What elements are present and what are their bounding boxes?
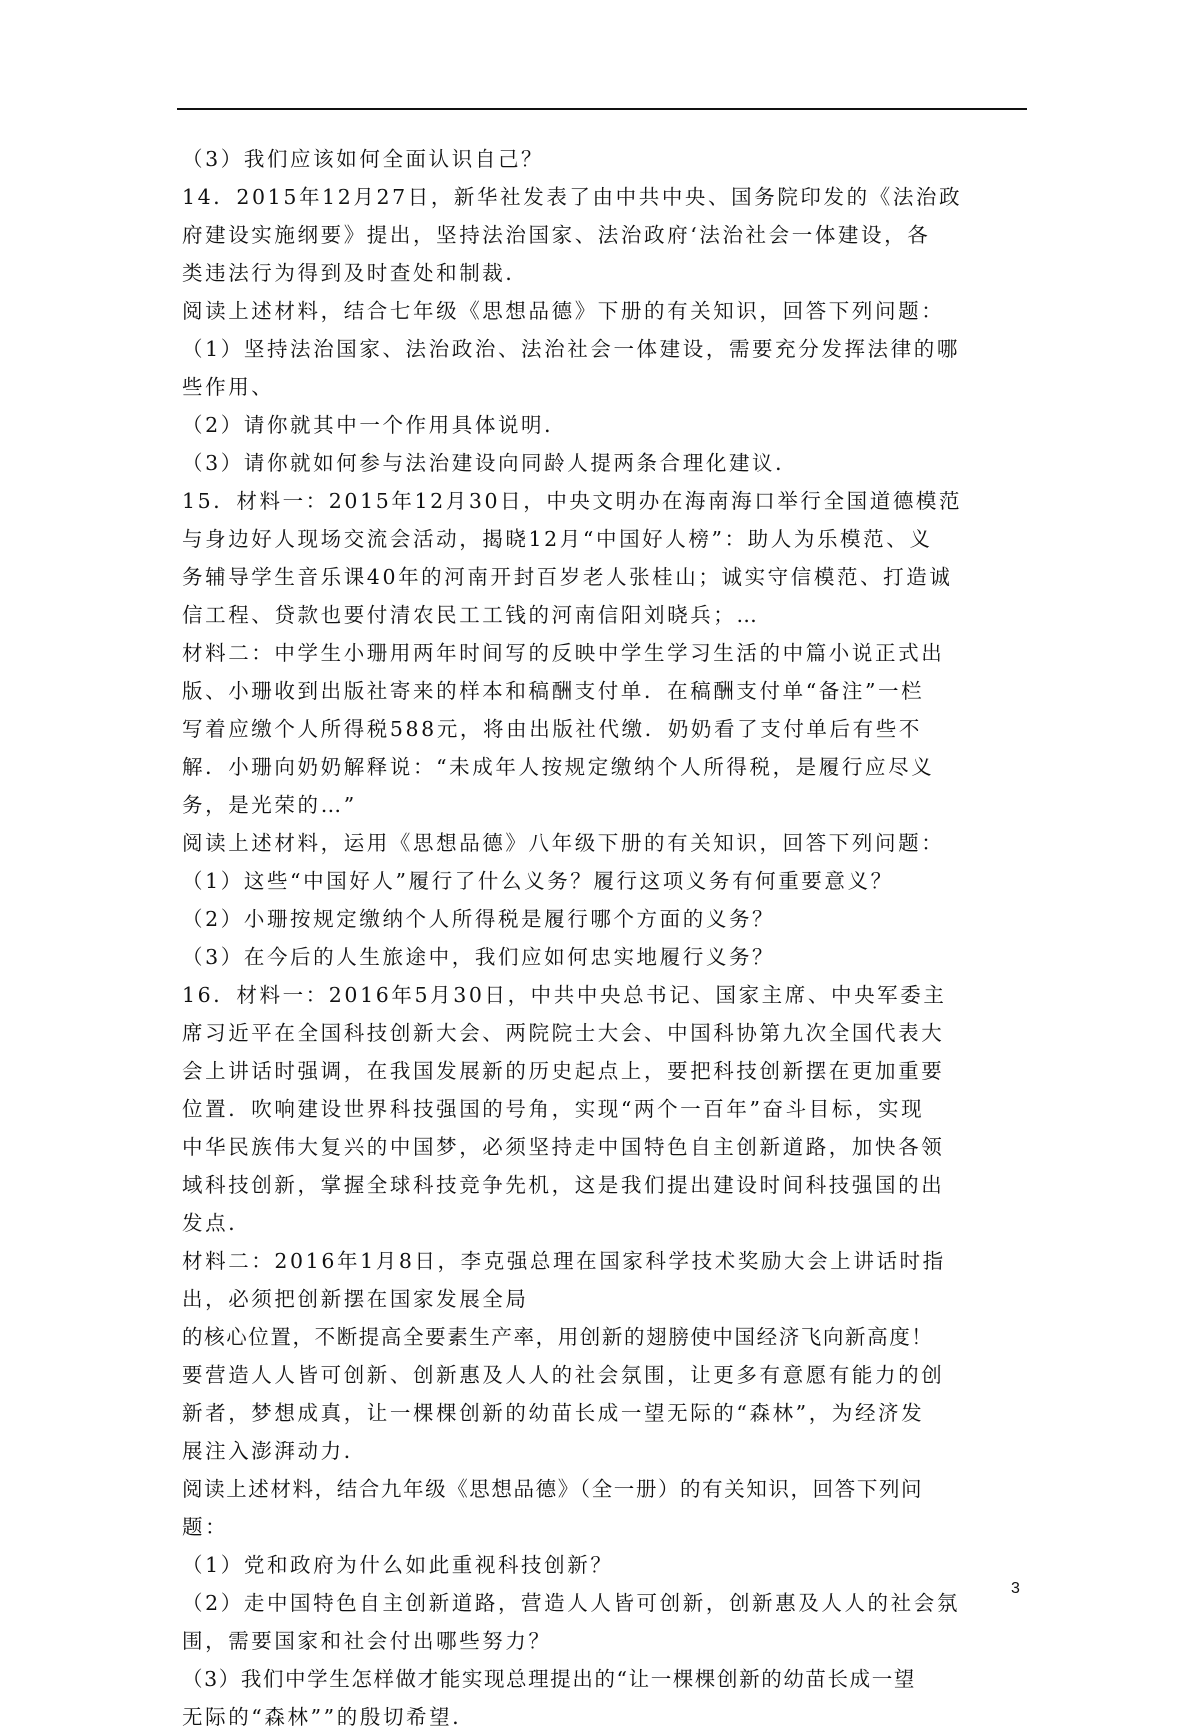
text-line: 席习近平在全国科技创新大会、两院院士大会、中国科协第九次全国代表大 [182, 1021, 945, 1045]
text-line: （1）党和政府为什么如此重视科技创新？ [182, 1553, 614, 1577]
text-line: 阅读上述材料，运用《思想品德》八年级下册的有关知识，回答下列问题： [182, 831, 945, 855]
text-line: 阅读上述材料，结合七年级《思想品德》下册的有关知识，回答下列问题： [182, 299, 945, 323]
text-line: （2）请你就其中一个作用具体说明． [182, 413, 568, 437]
text-line: 要营造人人皆可创新、创新惠及人人的社会氛围，让更多有意愿有能力的创 [182, 1363, 945, 1387]
text-line: 展注入澎湃动力． [182, 1439, 367, 1463]
text-line: 材料二：2016年1月8日，李克强总理在国家科学技术奖励大会上讲话时指 [182, 1249, 946, 1273]
text-line: 版、小珊收到出版社寄来的样本和稿酬支付单．在稿酬支付单“备注”一栏 [182, 679, 925, 703]
text-line: 域科技创新，掌握全球科技竞争先机，这是我们提出建设时间科技强国的出 [182, 1173, 945, 1197]
text-line: （2）走中国特色自主创新道路，营造人人皆可创新，创新惠及人人的社会氛 [182, 1591, 960, 1615]
text-line: 务辅导学生音乐课40年的河南开封百岁老人张桂山；诚实守信模范、打造诚 [182, 565, 953, 589]
text-line: （1）这些“中国好人”履行了什么义务？履行这项义务有何重要意义？ [182, 869, 894, 893]
text-line: 些作用、 [182, 375, 275, 399]
text-line: 府建设实施纲要》提出，坚持法治国家、法治政府‘法治社会一体建设，各 [182, 223, 931, 247]
text-line: 的核心位置，不断提高全要素生产率，用创新的翅膀使中国经济飞向新高度！ [182, 1325, 934, 1349]
text-line: 题： [182, 1515, 229, 1539]
text-line: （3）我们应该如何全面认识自己？ [182, 147, 545, 171]
header-rule [177, 108, 1027, 110]
text-line: 阅读上述材料，结合九年级《思想品德》（全一册）的有关知识，回答下列问 [182, 1477, 924, 1501]
text-line: 解．小珊向奶奶解释说：“未成年人按规定缴纳个人所得税，是履行应尽义 [182, 755, 935, 779]
page-number: 3 [1011, 1580, 1020, 1597]
text-line: （3）请你就如何参与法治建设向同龄人提两条合理化建议． [182, 451, 799, 475]
text-line: 新者，梦想成真，让一棵棵创新的幼苗长成一望无际的“森林”，为经济发 [182, 1401, 925, 1425]
text-line: 类违法行为得到及时查处和制裁． [182, 261, 529, 285]
text-line: 15．材料一：2015年12月30日，中央文明办在海南海口举行全国道德模范 [182, 489, 963, 513]
text-line: 信工程、贷款也要付清农民工工钱的河南信阳刘晓兵；… [182, 603, 760, 627]
text-line: 14．2015年12月27日，新华社发表了由中共中央、国务院印发的《法治政 [182, 185, 963, 209]
text-line: 围，需要国家和社会付出哪些努力？ [182, 1629, 552, 1653]
text-line: 务，是光荣的…” [182, 793, 357, 817]
text-line: 会上讲话时强调，在我国发展新的历史起点上，要把科技创新摆在更加重要 [182, 1059, 945, 1083]
text-line: （1）坚持法治国家、法治政治、法治社会一体建设，需要充分发挥法律的哪 [182, 337, 960, 361]
text-line: 16．材料一：2016年5月30日，中共中央总书记、国家主席、中央军委主 [182, 983, 947, 1007]
text-line: （2）小珊按规定缴纳个人所得税是履行哪个方面的义务？ [182, 907, 776, 931]
text-line: （3）在今后的人生旅途中，我们应如何忠实地履行义务？ [182, 945, 776, 969]
text-line: 位置．吹响建设世界科技强国的号角，实现“两个一百年”奋斗目标，实现 [182, 1097, 925, 1121]
text-line: （3）我们中学生怎样做才能实现总理提出的“让一棵棵创新的幼苗长成一望 [182, 1667, 916, 1691]
text-line: 材料二：中学生小珊用两年时间写的反映中学生学习生活的中篇小说正式出 [182, 641, 945, 665]
text-line: 出，必须把创新摆在国家发展全局 [182, 1287, 529, 1311]
text-line: 发点． [182, 1211, 252, 1235]
text-line: 写着应缴个人所得税588元，将由出版社代缴．奶奶看了支付单后有些不 [182, 717, 922, 741]
text-line: 无际的“森林””的殷切希望． [182, 1705, 476, 1729]
document-body [182, 140, 1027, 1736]
text-line: 与身边好人现场交流会活动，揭晓12月“中国好人榜”：助人为乐模范、义 [182, 527, 933, 551]
text-line: 中华民族伟大复兴的中国梦，必须坚持走中国特色自主创新道路，加快各领 [182, 1135, 945, 1159]
